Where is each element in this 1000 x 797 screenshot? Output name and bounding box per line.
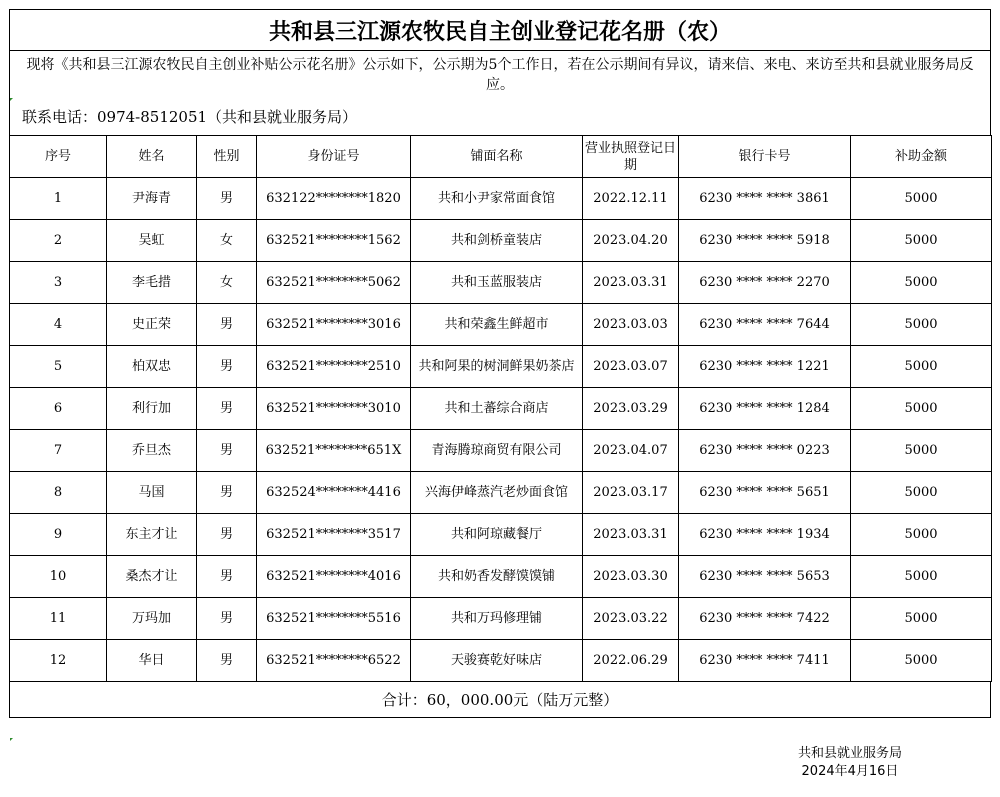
cell-bank-card: 6230 **** **** 2270 [679, 262, 851, 304]
cell-subsidy-amount: 5000 [851, 430, 992, 472]
cell-shop-name: 共和玉蓝服装店 [411, 262, 583, 304]
cell-subsidy-amount: 5000 [851, 262, 992, 304]
cell-name: 华日 [107, 640, 197, 682]
roster-sheet [9, 9, 991, 718]
cell-bank-card: 6230 **** **** 3861 [679, 178, 851, 220]
column-header: 银行卡号 [679, 136, 851, 178]
cell-id-number: 632521********1562 [257, 220, 411, 262]
table-row [10, 556, 992, 598]
cell-id-number: 632521********3010 [257, 388, 411, 430]
table-row [10, 388, 992, 430]
cell-bank-card: 6230 **** **** 0223 [679, 430, 851, 472]
page-title: 共和县三江源农牧民自主创业登记花名册（农） [9, 9, 991, 51]
cell-id-number: 632521********3517 [257, 514, 411, 556]
cell-marker-icon [10, 738, 13, 741]
contact-line: 联系电话：0974-8512051（共和县就业服务局） [9, 99, 991, 135]
cell-subsidy-amount: 5000 [851, 178, 992, 220]
cell-index: 4 [10, 304, 107, 346]
cell-shop-name: 共和土蕃综合商店 [411, 388, 583, 430]
cell-name: 李毛措 [107, 262, 197, 304]
column-header: 姓名 [107, 136, 197, 178]
footer-date: 2024年4月16日 [801, 764, 899, 779]
cell-subsidy-amount: 5000 [851, 388, 992, 430]
cell-id-number: 632521********2510 [257, 346, 411, 388]
cell-bank-card: 6230 **** **** 5651 [679, 472, 851, 514]
column-header: 营业执照登记日期 [583, 136, 679, 178]
cell-shop-name: 共和小尹家常面食馆 [411, 178, 583, 220]
cell-shop-name: 青海腾琼商贸有限公司 [411, 430, 583, 472]
cell-name: 史正荣 [107, 304, 197, 346]
table-row [10, 472, 992, 514]
cell-gender: 女 [197, 262, 257, 304]
cell-name: 柏双忠 [107, 346, 197, 388]
cell-license-date: 2023.03.17 [583, 472, 679, 514]
cell-subsidy-amount: 5000 [851, 640, 992, 682]
cell-name: 尹海青 [107, 178, 197, 220]
cell-index: 10 [10, 556, 107, 598]
cell-gender: 男 [197, 556, 257, 598]
cell-shop-name: 共和阿琼藏餐厅 [411, 514, 583, 556]
cell-gender: 女 [197, 220, 257, 262]
cell-bank-card: 6230 **** **** 7644 [679, 304, 851, 346]
cell-index: 8 [10, 472, 107, 514]
cell-name: 桑杰才让 [107, 556, 197, 598]
cell-license-date: 2022.06.29 [583, 640, 679, 682]
cell-subsidy-amount: 5000 [851, 346, 992, 388]
footer-org: 共和县就业服务局 [797, 746, 902, 761]
column-header: 性别 [197, 136, 257, 178]
cell-index: 2 [10, 220, 107, 262]
cell-bank-card: 6230 **** **** 1221 [679, 346, 851, 388]
cell-id-number: 632521********3016 [257, 304, 411, 346]
cell-subsidy-amount: 5000 [851, 514, 992, 556]
cell-shop-name: 共和万玛修理铺 [411, 598, 583, 640]
cell-name: 利行加 [107, 388, 197, 430]
cell-subsidy-amount: 5000 [851, 598, 992, 640]
cell-subsidy-amount: 5000 [851, 220, 992, 262]
cell-bank-card: 6230 **** **** 7422 [679, 598, 851, 640]
cell-id-number: 632122********1820 [257, 178, 411, 220]
cell-index: 6 [10, 388, 107, 430]
cell-license-date: 2023.04.07 [583, 430, 679, 472]
cell-gender: 男 [197, 598, 257, 640]
cell-license-date: 2023.03.31 [583, 514, 679, 556]
cell-bank-card: 6230 **** **** 5653 [679, 556, 851, 598]
cell-shop-name: 共和奶香发酵馍馍铺 [411, 556, 583, 598]
cell-shop-name: 天骏赛乾好味店 [411, 640, 583, 682]
cell-index: 3 [10, 262, 107, 304]
cell-license-date: 2023.03.31 [583, 262, 679, 304]
cell-name: 东主才让 [107, 514, 197, 556]
cell-id-number: 632521********4016 [257, 556, 411, 598]
cell-id-number: 632521********5516 [257, 598, 411, 640]
cell-index: 9 [10, 514, 107, 556]
cell-bank-card: 6230 **** **** 5918 [679, 220, 851, 262]
cell-gender: 男 [197, 640, 257, 682]
notice-text: 现将《共和县三江源农牧民自主创业补贴公示花名册》公示如下，公示期为5个工作日，若在公示期间有异议，请来信、来电、来访至共和县就业服务局反应。 [9, 51, 991, 99]
cell-id-number: 632521********5062 [257, 262, 411, 304]
column-header: 序号 [10, 136, 107, 178]
table-body [10, 178, 992, 682]
table-row [10, 220, 992, 262]
table-row [10, 640, 992, 682]
roster-table [9, 135, 992, 682]
cell-gender: 男 [197, 304, 257, 346]
cell-name: 乔旦杰 [107, 430, 197, 472]
cell-subsidy-amount: 5000 [851, 304, 992, 346]
total-row: 合计：60，000.00元（陆万元整） [9, 682, 991, 718]
cell-subsidy-amount: 5000 [851, 556, 992, 598]
table-row [10, 178, 992, 220]
cell-license-date: 2023.03.29 [583, 388, 679, 430]
cell-id-number: 632524********4416 [257, 472, 411, 514]
cell-shop-name: 共和剑桥童装店 [411, 220, 583, 262]
cell-shop-name: 共和荣鑫生鲜超市 [411, 304, 583, 346]
cell-license-date: 2023.03.22 [583, 598, 679, 640]
cell-license-date: 2023.03.07 [583, 346, 679, 388]
column-header: 补助金额 [851, 136, 992, 178]
cell-index: 12 [10, 640, 107, 682]
cell-marker-icon [10, 98, 13, 101]
cell-license-date: 2022.12.11 [583, 178, 679, 220]
table-row [10, 430, 992, 472]
cell-subsidy-amount: 5000 [851, 472, 992, 514]
cell-license-date: 2023.04.20 [583, 220, 679, 262]
cell-license-date: 2023.03.30 [583, 556, 679, 598]
cell-gender: 男 [197, 388, 257, 430]
table-row [10, 262, 992, 304]
cell-license-date: 2023.03.03 [583, 304, 679, 346]
cell-index: 5 [10, 346, 107, 388]
cell-bank-card: 6230 **** **** 1934 [679, 514, 851, 556]
cell-gender: 男 [197, 472, 257, 514]
cell-name: 马国 [107, 472, 197, 514]
cell-index: 11 [10, 598, 107, 640]
table-header-row [10, 136, 992, 178]
table-row [10, 304, 992, 346]
cell-gender: 男 [197, 346, 257, 388]
cell-bank-card: 6230 **** **** 1284 [679, 388, 851, 430]
cell-gender: 男 [197, 178, 257, 220]
footer-signature [798, 745, 902, 781]
table-row [10, 598, 992, 640]
cell-bank-card: 6230 **** **** 7411 [679, 640, 851, 682]
cell-gender: 男 [197, 514, 257, 556]
cell-id-number: 632521********651X [257, 430, 411, 472]
cell-shop-name: 兴海伊峰蒸汽老炒面食馆 [411, 472, 583, 514]
cell-id-number: 632521********6522 [257, 640, 411, 682]
cell-name: 吴虹 [107, 220, 197, 262]
cell-index: 7 [10, 430, 107, 472]
cell-index: 1 [10, 178, 107, 220]
column-header: 身份证号 [257, 136, 411, 178]
cell-name: 万玛加 [107, 598, 197, 640]
cell-gender: 男 [197, 430, 257, 472]
table-row [10, 346, 992, 388]
cell-shop-name: 共和阿果的树洞鲜果奶茶店 [411, 346, 583, 388]
column-header: 铺面名称 [411, 136, 583, 178]
table-row [10, 514, 992, 556]
